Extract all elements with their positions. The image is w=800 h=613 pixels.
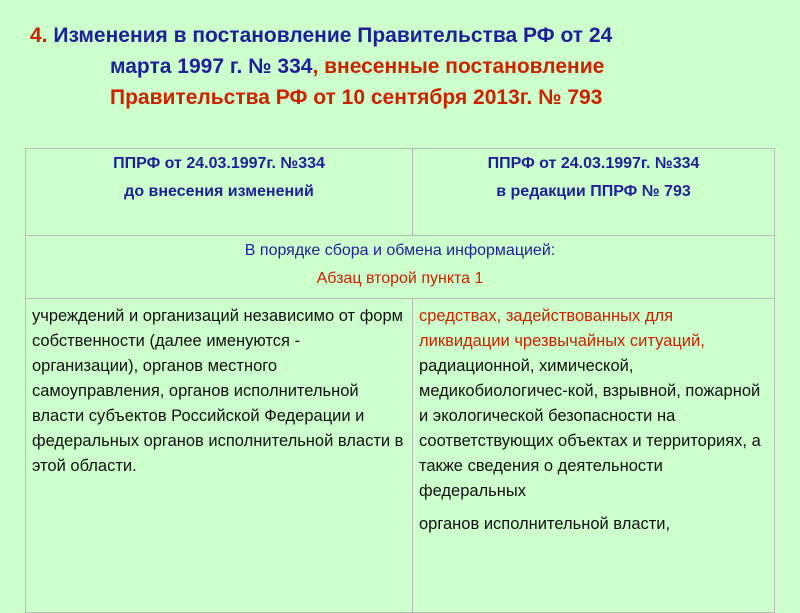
header-before-line-1: ППРФ от 24.03.1997г. №334 <box>113 155 325 172</box>
header-after-line-2: в редакции ППРФ № 793 <box>496 183 691 200</box>
section-cell <box>26 236 775 299</box>
title-line-2-red: , внесенные постановление <box>312 55 605 78</box>
left-text-cell <box>26 299 413 613</box>
title-line-2-blue: марта 1997 г. № 334 <box>110 55 313 78</box>
table-header-row <box>26 149 775 236</box>
right-text-highlight: средствах, задействованных для ликвидации чрезвычайных ситуаций, <box>419 307 705 350</box>
title-line-1 <box>30 20 770 51</box>
title-line-3: Правительства РФ от 10 сентября 2013г. № 793 <box>110 86 603 109</box>
header-before-line-2: до внесения изменений <box>124 183 314 200</box>
right-text: радиационной, химической, медикобиологичес-кой, взрывной, пожарной и экологической безопасности на соответствующих объектах и территориях, а также сведения о деятельности федеральных <box>419 357 761 500</box>
section-subtitle: Абзац второй пункта 1 <box>316 270 484 287</box>
section-title: В порядке сбора и обмена информацией: <box>244 242 556 259</box>
header-cell-before <box>26 149 413 236</box>
section-row <box>26 236 775 299</box>
left-text: учреждений и организаций независимо от форм собственности (далее именуются - организации), органов местного самоуправления, органов исполнительной власти субъектов Российской Федерации и федеральных органов исполнительной власти в этой области. <box>32 307 404 475</box>
right-text-cell <box>413 299 775 613</box>
page-title <box>30 20 770 113</box>
comparison-table <box>25 148 775 613</box>
title-number: 4. <box>30 24 48 47</box>
table-row <box>26 299 775 613</box>
title-line-1-text: Изменения в постановление Правительства РФ от 24 <box>53 24 613 47</box>
title-line-2 <box>30 51 770 82</box>
header-cell-after <box>413 149 775 236</box>
right-text-last-line: органов исполнительной власти, <box>419 515 671 533</box>
header-after-line-1: ППРФ от 24.03.1997г. №334 <box>487 155 700 172</box>
